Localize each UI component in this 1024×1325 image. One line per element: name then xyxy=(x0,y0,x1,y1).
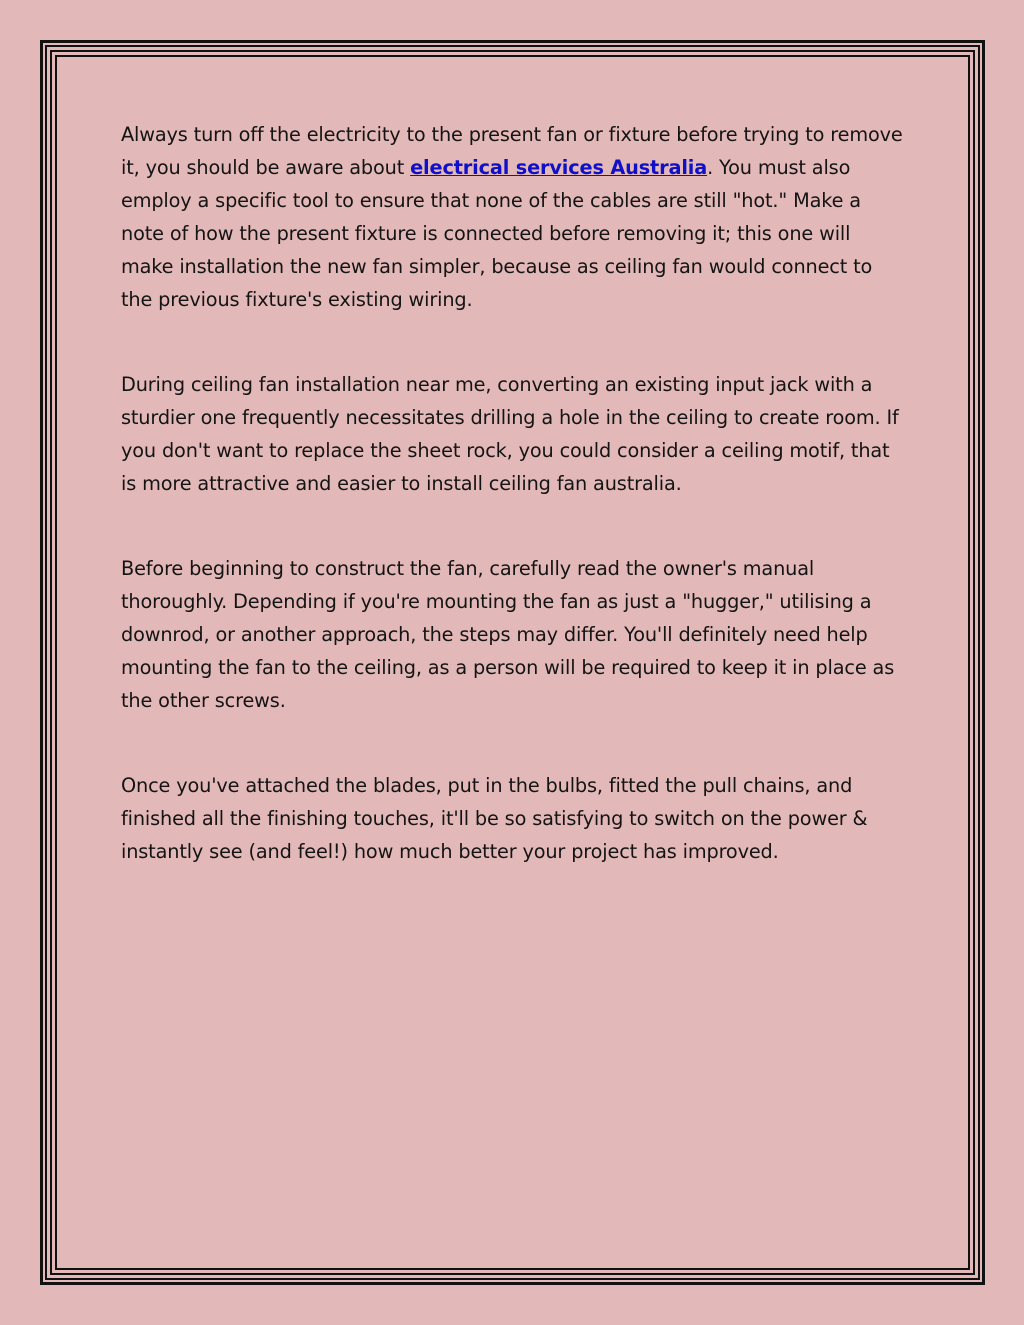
document-body xyxy=(121,118,906,920)
paragraph-3: Before beginning to construct the fan, carefully read the owner's manual thoroughly. Depending if you're mounting the fan as just a "hugger," utilising a downrod, or another approach, the steps may differ. You'll definitely need help mounting the fan to the ceiling, as a person will be required to keep it in place as the other screws. xyxy=(121,557,895,712)
paragraph-1 xyxy=(121,118,906,316)
paragraph-1-text-before: Always turn off the electricity to the present fan or fixture before trying to remove it, you should be aware about xyxy=(121,123,903,179)
paragraph-1-text-after: . You must also employ a specific tool to ensure that none of the cables are still "hot." Make a note of how the present fixture is connected before removing it; this one will make installation the new fan simpler, because as ceiling fan would connect to the previous fixture's existing wiring. xyxy=(121,156,873,311)
electrical-services-link[interactable]: electrical services Australia xyxy=(410,156,708,179)
paragraph-4: Once you've attached the blades, put in the bulbs, fitted the pull chains, and finished all the finishing touches, it'll be so satisfying to switch on the power & instantly see (and feel!) how much better your project has improved. xyxy=(121,774,868,863)
paragraph-2: During ceiling fan installation near me, converting an existing input jack with a sturdier one frequently necessitates drilling a hole in the ceiling to create room. If you don't want to replace the sheet rock, you could consider a ceiling motif, that is more attractive and easier to install ceiling fan australia. xyxy=(121,373,899,495)
